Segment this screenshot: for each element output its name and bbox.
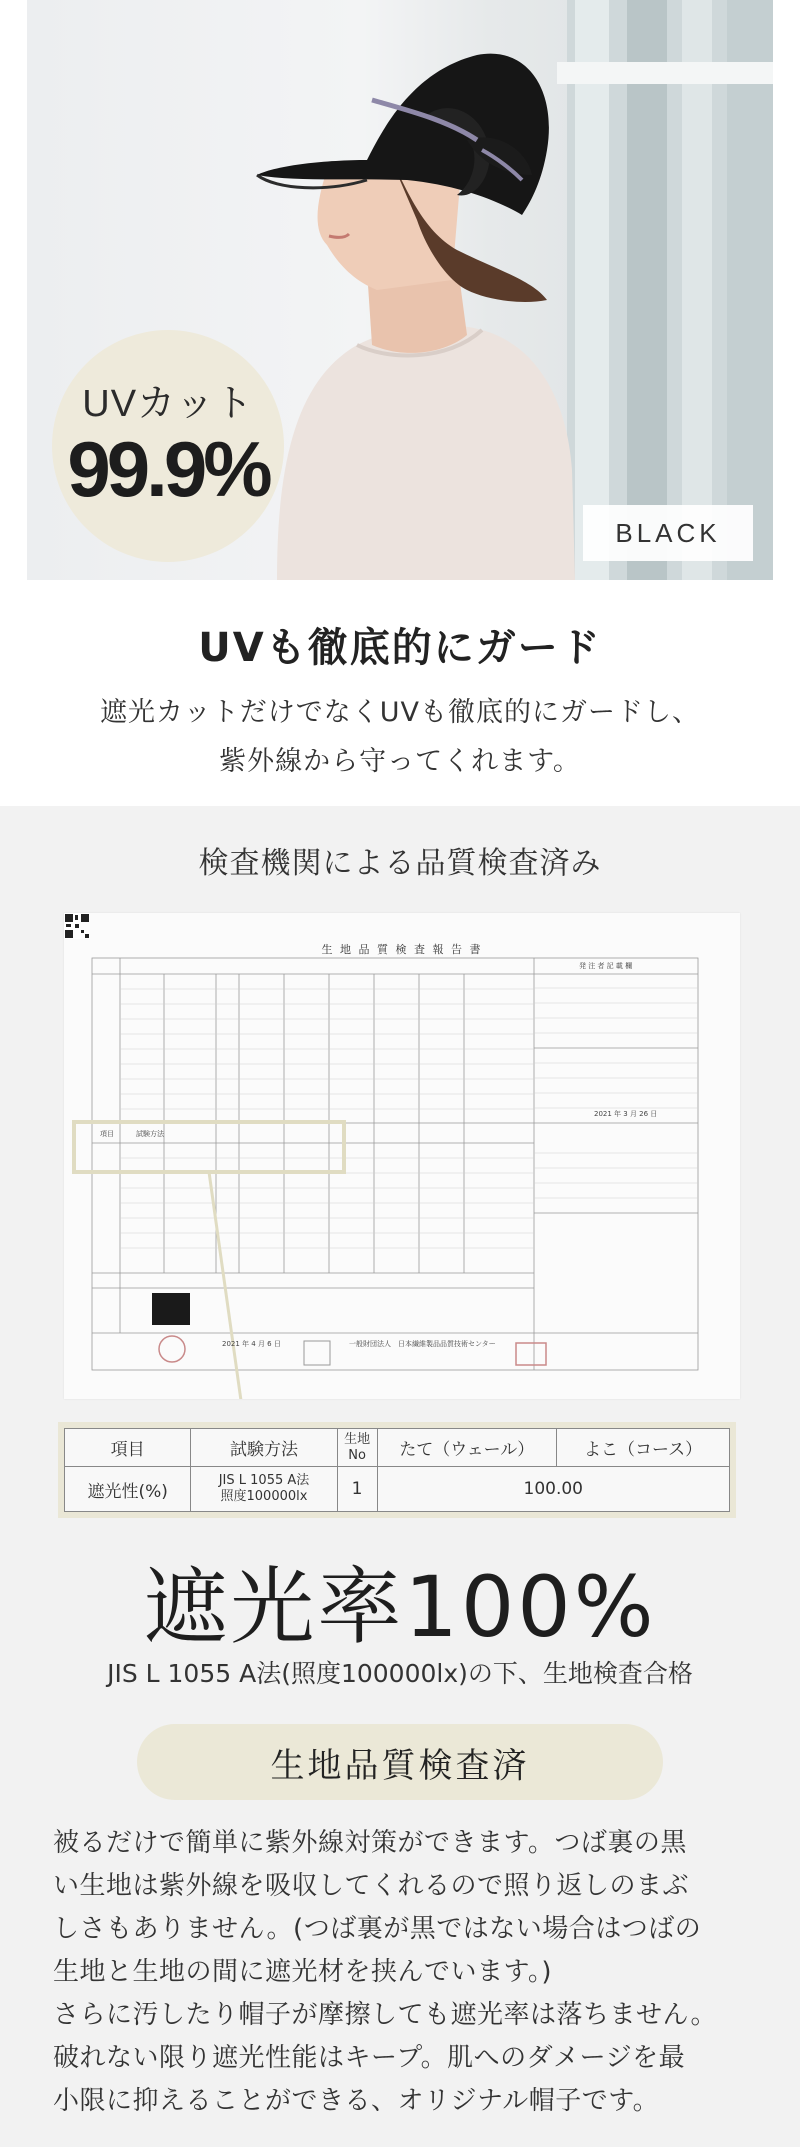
uv-cut-title: UVカット [82,382,254,425]
description-line: しさもありません。(つば裏が黒ではない場合はつばの [53,1914,702,1944]
table-cell-value: 100.00 [377,1467,729,1512]
method-line: JIS L 1055 A法 [218,1473,310,1488]
table-cell-method [191,1467,337,1512]
product-photo [27,0,773,580]
inspection-report-image [64,913,740,1399]
table-cell-item: 遮光性(%) [65,1467,191,1512]
shading-rate-heading: 遮光率100% [143,1558,657,1656]
report-order-label: 発 注 者 記 載 欄 [579,962,633,970]
report-col-method: 試験方法 [136,1130,164,1138]
report-issue-date: 2021 年 4 月 6 日 [222,1340,281,1348]
inspection-section [0,806,800,2147]
section-heading: UVも徹底的にガード [198,625,602,671]
table-header-item: 項目 [65,1429,191,1467]
description-line: い生地は紫外線を吸収してくれるので照り返しのまぶ [53,1871,690,1901]
zoomed-result-table [58,1422,736,1518]
table-header-no: 生地 No [337,1429,377,1467]
description-line: 遮光カットだけでなくUVも徹底的にガードし、 [100,697,700,728]
uv-guard-section [0,580,800,806]
color-label: BLACK [583,505,753,561]
qr-code-icon [64,913,90,939]
table-header-method: 試験方法 [191,1429,337,1467]
description-line: さらに汚したり帽子が摩擦しても遮光率は落ちません。 [53,2000,718,2030]
product-description [53,1822,753,2123]
inspected-badge: 生地品質検査済 [137,1724,663,1800]
report-issuer: 一般財団法人 日本繊維製品品質技術センター [349,1340,496,1348]
result-table [64,1428,730,1512]
description-line: 破れない限り遮光性能はキープ。肌へのダメージを最 [53,2043,686,2073]
report-col-item: 項目 [100,1130,114,1138]
method-line: 照度100000lx [220,1489,308,1504]
report-grid [64,913,740,1399]
inspection-subheading: 検査機関による品質検査済み [198,846,602,881]
uv-cut-badge [52,330,284,562]
uv-cut-value: 99.9% [67,424,269,513]
section-description [0,688,800,786]
report-title: 生 地 品 質 検 査 報 告 書 [321,943,483,956]
jis-note: JIS L 1055 A法(照度100000lx)の下、生地検査合格 [107,1659,693,1688]
table-cell-no: 1 [337,1467,377,1512]
description-line: 小限に抑えることができる、オリジナル帽子です。 [53,2086,660,2116]
description-line: 被るだけで簡単に紫外線対策ができます。つば裏の黒 [53,1828,687,1858]
description-line: 生地と生地の間に遮光材を挟んでいます。) [53,1957,553,1987]
table-header-weft: よこ（コース） [557,1429,730,1467]
description-line: 紫外線から守ってくれます。 [219,746,581,777]
table-header-warp: たて（ウェール） [377,1429,557,1467]
report-date: 2021 年 3 月 26 日 [594,1110,658,1118]
